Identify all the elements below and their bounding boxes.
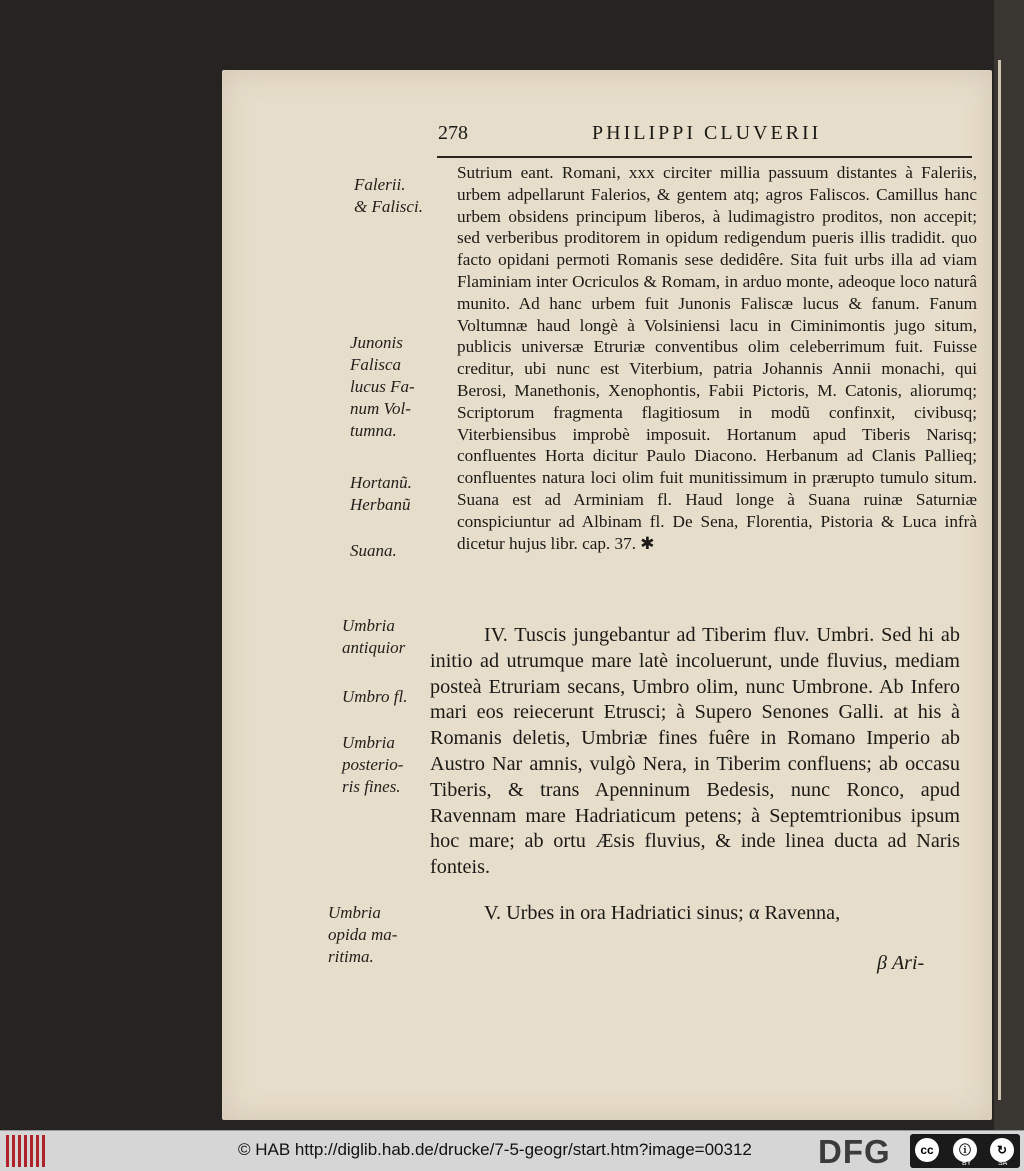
paragraph-falerii: Sutrium eant. Romani, xxx circiter millia passuum distantes à Faleriis, urbem adpellarunt Falerios, & gentem atq; agros Faliscos. Camillus hanc urbem obsidens principum liberos, à ludimagistro proditos, non accepit; sed verberibus proditorem in opidum redigendum pueris illis tradidit. quo facto opidani permoti Romanis sese dedidêre. Sita fuit urbs illa ad viam Flaminiam inter Ocriculos & Romam, in arduo monte, adeoque loco naturâ munito. Ad hanc urbem fuit Junonis Faliscæ lucus & fanum. Fanum Voltumnæ haud longè à Volsiniensi lacu in Ciminimontis jugo situm, publicis universæ Etruriæ conventibus olim celeberrimum fuit. Fuisse creditur, ubi nunc est Viterbium, patria Johannis Annii monachi, qui Berosi, Manethonis, Xenophontis, Fabii Pictoris, M. Catonis, aliorumq; Scriptorum fragmenta flagitiosum in modũ confinxit, civibusq; Viterbiensibus improbè imposuit. Hortanum apud Tiberis Narisq; confluentes Horta dicitur Paulo Diacono. Herbanum ad Clanis Pallieq; confluentes natura loci olim fuit munitissimum in prærupto tumulo situm. Suana est ad Arminiam fl. Haud longe à Suana ruinæ Saturniæ conspiciuntur ad Albinam fl. De Sena, Florentia, Pistoria & Luca infrà dicetur hujus libr. cap. 37. ✱ [457, 163, 977, 553]
viewer-footer [0, 1130, 1024, 1171]
margin-note-umbro: Umbro fl. [342, 687, 408, 706]
book-page [222, 70, 992, 1120]
cc-icon: cc [915, 1138, 939, 1162]
hab-logo-icon [6, 1135, 48, 1167]
license-badge[interactable] [910, 1134, 1020, 1168]
margin-note-hortanum: Hortanũ. Herbanũ [350, 473, 412, 514]
dfg-logo: DFG [818, 1133, 891, 1170]
page-number: 278 [438, 122, 468, 144]
paragraph-section-iv: IV. Tuscis jungebantur ad Tiberim fluv. Umbri. Sed hi ab initio ad utrumque mare latè incoluerunt, unde fluvius, mediam posteà Etruriam secans, Umbro olim, nunc Umbrone. Ab Infero mari eos reiecerunt Etrusci; à Supero Senones Galli. at his à Romanis deletis, Umbriæ fines fuêre in Romano Imperio ab Austro Nar amnis, vulgò Nera, in Tiberim confluens; ab occasu Tiberis, & trans Apenninum Bedesis, nunc Ronco, apud Ravennam mare Hadriaticum petens; à Septemtrionibus ipsum hoc mare; ab ortu Æsis fluvius, & inde linea ducta ad Naris fonteis. [430, 624, 960, 879]
margin-note-umbriae-opida: Umbria opida ma- ritima. [328, 903, 398, 966]
catchword: β Ari- [877, 952, 925, 974]
header-rule [437, 156, 972, 158]
margin-note-suana: Suana. [350, 541, 397, 560]
page-header [222, 122, 992, 152]
license-label-sa: SA [998, 1160, 1008, 1167]
by-icon: ⓘ [953, 1138, 977, 1162]
license-label-by: BY [962, 1160, 972, 1167]
margin-note-umbriae-fines: Umbria posterio- ris fines. [342, 733, 404, 796]
sa-icon: ↻ [990, 1138, 1014, 1162]
body-text-small [457, 162, 977, 554]
margin-note-junonis: Junonis Falisca lucus Fa- num Vol- tumna. [350, 333, 415, 440]
attribution-link[interactable]: © HAB http://diglib.hab.de/drucke/7-5-geogr/start.htm?image=00312 [238, 1140, 752, 1159]
margin-note-falerii: Falerii. & Falisci. [354, 175, 423, 216]
paragraph-section-v: V. Urbes in ora Hadriatici sinus; α Ravenna, [484, 901, 841, 924]
book-edge [994, 0, 1024, 1130]
running-title: PHILIPPI CLUVERII [592, 122, 822, 144]
body-text-large [430, 623, 960, 927]
margin-note-umbria-antiquior: Umbria antiquior [342, 616, 406, 657]
